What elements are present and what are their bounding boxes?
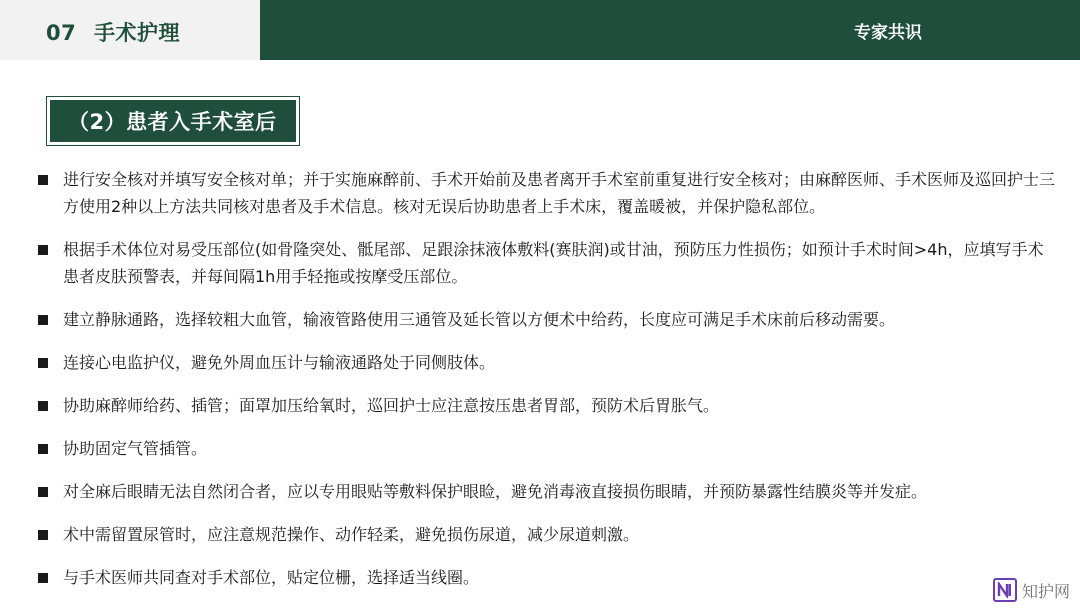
list-item: 建立静脉通路，选择较粗大血管，输液管路使用三通管及延长管以方便术中给药，长度应可满足手术床前后移动需要。	[38, 306, 1058, 333]
section-label	[46, 17, 180, 47]
bullet-list	[38, 166, 1058, 591]
slide-header	[0, 0, 1080, 60]
subtitle-box	[46, 96, 300, 146]
list-item: 协助固定气管插管。	[38, 435, 1058, 462]
list-item: 协助麻醉师给药、插管；面罩加压给氧时，巡回护士应注意按压患者胃部，预防术后胃胀气。	[38, 392, 1058, 419]
watermark	[993, 578, 1070, 602]
section-title: 手术护理	[94, 21, 181, 45]
list-item: 对全麻后眼睛无法自然闭合者，应以专用眼贴等敷料保护眼睑，避免消毒液直接损伤眼睛，并预防暴露性结膜炎等并发症。	[38, 478, 1058, 505]
list-item: 连接心电监护仪，避免外周血压计与输液通路处于同侧肢体。	[38, 349, 1058, 376]
subtitle-text: （2）患者入手术室后	[68, 110, 277, 134]
list-item: 与手术医师共同查对手术部位，贴定位栅，选择适当线圈。	[38, 564, 1058, 591]
header-title: 专家共识	[854, 23, 922, 43]
list-item: 术中需留置尿管时，应注意规范操作、动作轻柔，避免损伤尿道，减少尿道刺激。	[38, 521, 1058, 548]
zhihu-logo-icon	[993, 578, 1017, 602]
section-number: 07	[46, 21, 77, 45]
list-item: 进行安全核对并填写安全核对单；并于实施麻醉前、手术开始前及患者离开手术室前重复进行安全核对；由麻醉医师、手术医师及巡回护士三方使用2种以上方法共同核对患者及手术信息。核对无误后协助患者上手术床，覆盖暖被，并保护隐私部位。	[38, 166, 1058, 220]
header-section-panel	[0, 0, 260, 60]
watermark-text: 知护网	[1021, 581, 1070, 601]
subtitle-fill	[50, 100, 296, 142]
list-item: 根据手术体位对易受压部位(如骨隆突处、骶尾部、足跟涂抹液体敷料(赛肤润)或甘油，预防压力性损伤；如预计手术时间>4h，应填写手术患者皮肤预警表，并每间隔1h用手轻拖或按摩受压部位。	[38, 236, 1058, 290]
header-title-bar	[260, 0, 1080, 60]
